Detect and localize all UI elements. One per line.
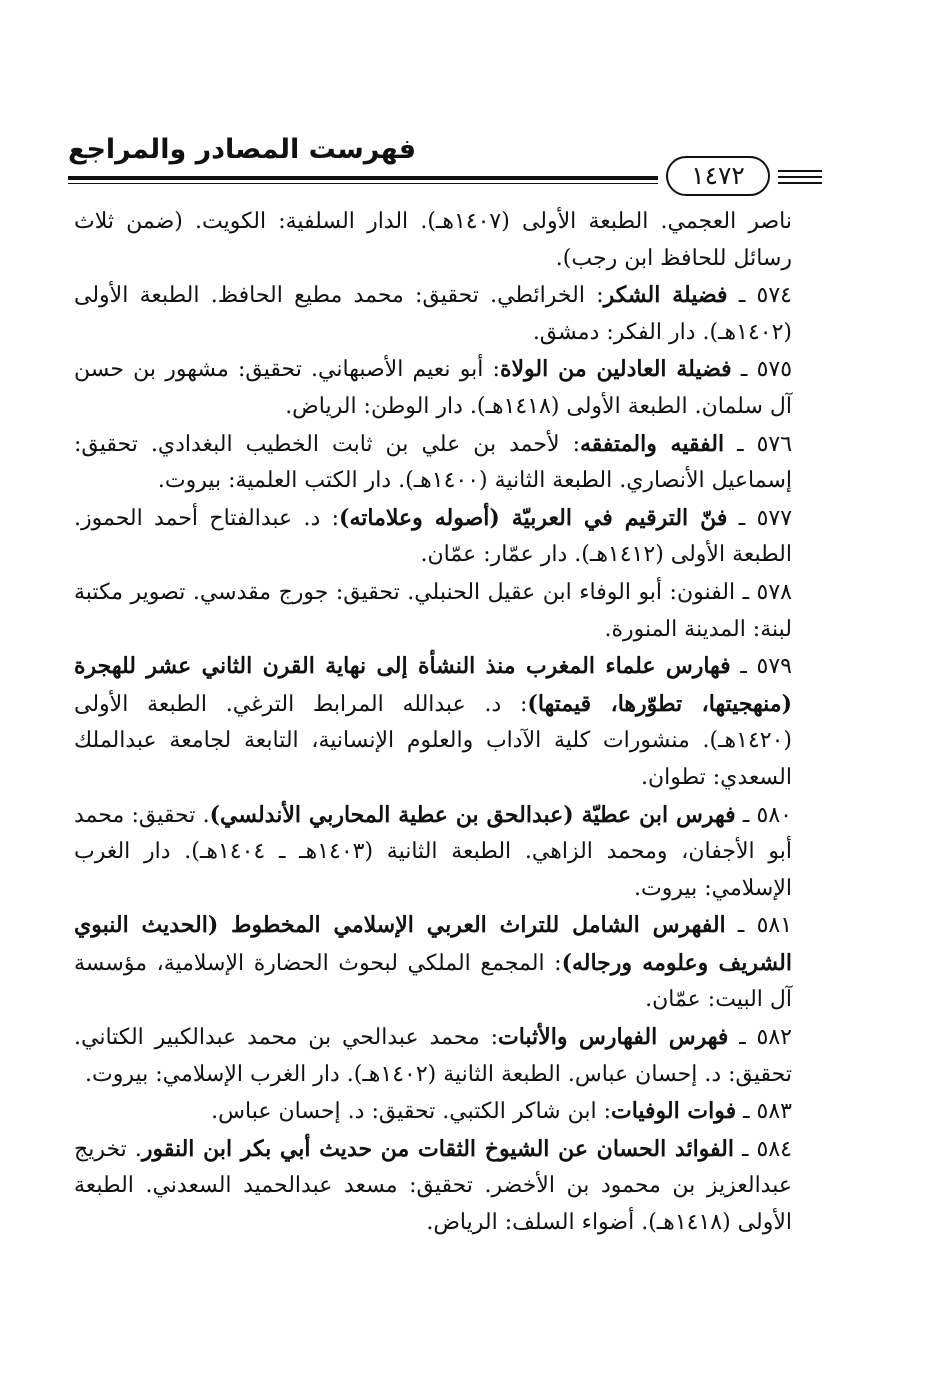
entry-number: ٥٨١: [756, 913, 793, 939]
entry-continuation: [74, 204, 792, 277]
entry-text: : د. عبدالفتاح أحمد الحموز. الطبعة الأولى (١٤١٢هـ). دار عمّار: عمّان.: [74, 505, 792, 568]
entry-578: [74, 574, 792, 648]
entry-text: : ابن شاكر الكتبي. تحقيق: د. إحسان عباس.: [211, 1099, 611, 1125]
entry-separator: ـ: [725, 913, 757, 939]
entry-separator: ـ: [736, 1099, 757, 1125]
entry-title: فضيلة الشكر: [603, 282, 728, 309]
entry-text: : لأحمد بن علي بن ثابت الخطيب البغدادي. تحقيق: إسماعيل الأنصاري. الطبعة الثانية (١٤٠٠هـ). دار الكتب العلمية: بيروت.: [74, 431, 792, 494]
entry-number: ٥٧٩: [756, 654, 792, 680]
entry-582: [74, 1019, 792, 1093]
entry-number: ٥٨٣: [756, 1099, 792, 1125]
page-header: [68, 132, 822, 192]
page-number: ١٤٧٢: [666, 156, 770, 196]
entry-574: [74, 277, 792, 351]
entry-text: : أبو نعيم الأصبهاني. تحقيق: مشهور بن حسن آل سلمان. الطبعة الأولى (١٤١٨هـ). دار الوطن: الرياض.: [74, 357, 792, 419]
entry-583: [74, 1093, 792, 1131]
entry-number: ٥٨٤: [756, 1136, 792, 1162]
header-rule-thick: [68, 176, 658, 180]
entry-separator: ـ: [730, 654, 757, 680]
entry-number: ٥٧٨: [756, 579, 792, 605]
entry-title: فنّ الترقيم في العربيّة (أصوله وعلاماته): [339, 504, 728, 531]
entry-text: : المجمع الملكي لبحوث الحضارة الإسلامية، مؤسسة آل البيت: عمّان.: [74, 950, 792, 1013]
entry-number: ٥٨٠: [756, 802, 792, 828]
entry-number: ٥٧٥: [756, 357, 793, 383]
entry-title: الفهرس الشامل للتراث العربي الإسلامي المخطوط (الحديث النبوي الشريف وعلومه ورجاله): [74, 912, 792, 976]
entry-text: الفنون: أبو الوفاء ابن عقيل الحنبلي. تحقيق: جورج مقدسي. تصوير مكتبة لبنة: المدينة المنورة.: [74, 579, 792, 642]
entry-title: الفوائد الحسان عن الشيوخ الثقات من حديث أبي بكر ابن النقور: [141, 1135, 734, 1162]
entry-separator: ـ: [735, 802, 757, 828]
header-rule-thin: [68, 183, 658, 184]
entry-separator: ـ: [728, 1025, 757, 1051]
entry-text: : د. عبدالله المرابط الترغي. الطبعة الأولى (١٤٢٠هـ). منشورات كلية الآداب والعلوم الإنسانية، التابعة لجامعة عبدالملك السعدي: تطوان.: [74, 691, 792, 790]
entry-text: ناصر العجمي. الطبعة الأولى (١٤٠٧هـ). الدار السلفية: الكويت. (ضمن ثلاث رسائل للحافظ ابن رجب).: [74, 209, 792, 271]
entry-text: . تخريج عبدالعزيز بن محمود بن الأخضر. تحقيق: مسعد عبدالحميد السعدني. الطبعة الأولى (١٤١٨هـ). أضواء السلف: الرياض.: [74, 1136, 792, 1236]
entry-575: [74, 351, 792, 425]
entry-number: ٥٧٤: [756, 283, 792, 309]
entry-text: : محمد عبدالحي بن محمد عبدالكبير الكتاني. تحقيق: د. إحسان عباس. الطبعة الثانية (١٤٠٢هـ). دار الغرب الإسلامي: بيروت.: [74, 1025, 792, 1087]
entry-number: ٥٧٧: [756, 505, 793, 531]
entry-separator: ـ: [735, 579, 757, 605]
entry-separator: ـ: [727, 283, 757, 309]
entry-separator: ـ: [724, 431, 757, 457]
header-ornament: [778, 170, 822, 188]
entry-number: ٥٨٢: [756, 1025, 792, 1051]
entry-581: [74, 907, 792, 1019]
entry-title: فوات الوفيات: [610, 1098, 737, 1125]
entry-580: [74, 797, 792, 908]
entry-title: فهارس علماء المغرب منذ النشأة إلى نهاية القرن الثاني عشر للهجرة (منهجيتها، تطوّرها، قيمتها): [74, 653, 792, 717]
entry-title: الفقيه والمتفقه: [580, 430, 725, 457]
entry-separator: ـ: [731, 357, 757, 383]
entry-576: [74, 426, 792, 500]
entry-title: فهرس الفهارس والأثبات: [498, 1024, 729, 1051]
entry-title: فهرس ابن عطيّة (عبدالحق بن عطية المحاربي الأندلسي): [209, 801, 736, 828]
entry-separator: ـ: [734, 1136, 757, 1162]
entry-text: : الخرائطي. تحقيق: محمد مطيع الحافظ. الطبعة الأولى (١٤٠٢هـ). دار الفكر: دمشق.: [74, 283, 792, 345]
entry-579: [74, 648, 792, 796]
bibliography-body: [74, 204, 792, 1242]
entry-text: . تحقيق: محمد أبو الأجفان، ومحمد الزاهي. الطبعة الثانية (١٤٠٣هـ ـ ١٤٠٤هـ). دار الغرب الإسلامي: بيروت.: [74, 802, 792, 901]
entry-577: [74, 500, 792, 574]
entry-number: ٥٧٦: [756, 431, 793, 457]
entry-title: فضيلة العادلين من الولاة: [499, 356, 732, 383]
page-title: فهرست المصادر والمراجع: [68, 134, 417, 165]
entry-584: [74, 1131, 792, 1242]
entry-separator: ـ: [727, 505, 757, 531]
